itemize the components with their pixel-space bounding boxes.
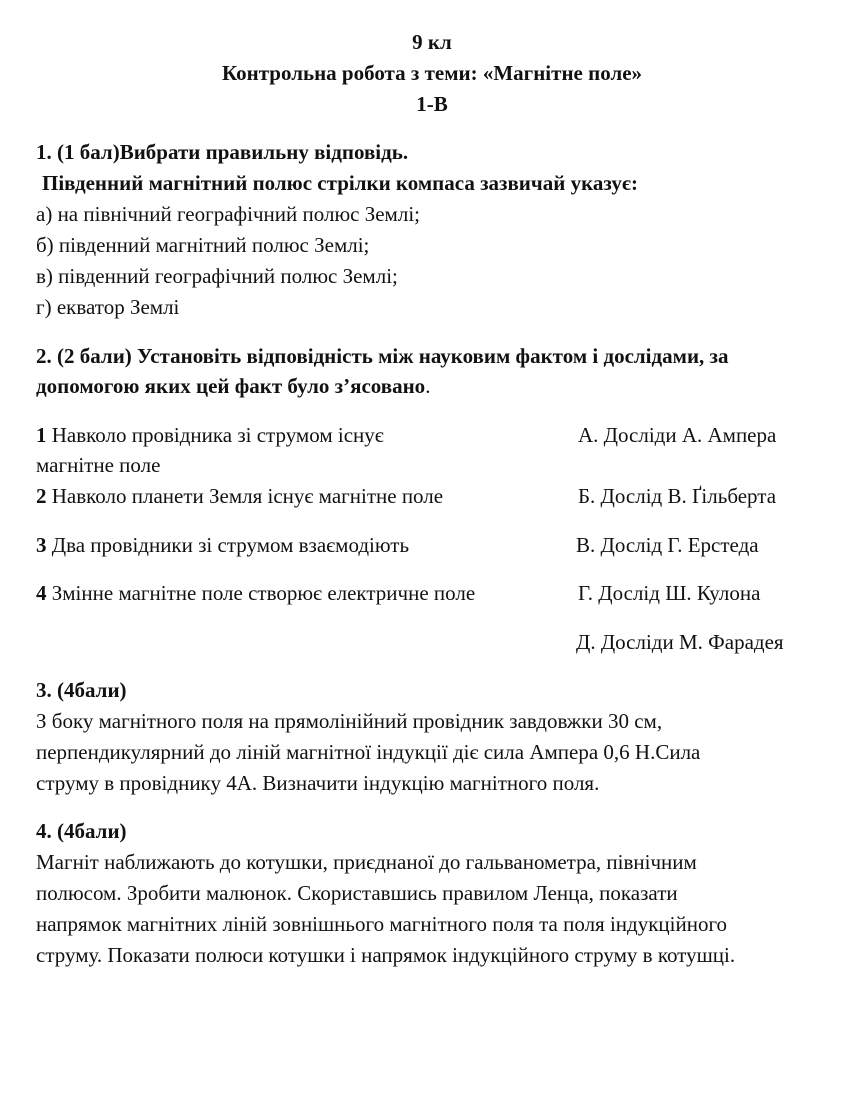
q3-line: струму в провіднику 4А. Визначити індукцію магнітного поля. [36,771,600,795]
fact-3 [36,530,409,560]
q1-option-a: а) на північний географічний полюс Землі; [36,202,420,226]
q3-heading: 3. (4бали) [36,678,127,702]
q1-option-d: г) екватор Землі [36,295,180,319]
q4-line: напрямок магнітних ліній зовнішнього магнітного поля та поля індукційного [36,912,728,936]
fact-text: Навколо планети Земля існує магнітне поле [51,484,444,508]
fact-number: 1 [36,423,47,447]
fact-2 [36,481,443,511]
fact-number: 2 [36,484,47,508]
fact-4 [36,578,475,608]
q1-heading: 1. (1 бал)Вибрати правильну відповідь. [36,140,409,164]
q4-line: полюсом. Зробити малюнок. Скориставшись правилом Ленца, показати [36,881,678,905]
fact-number: 3 [36,533,47,557]
experiment-e: Д. Досліди М. Фарадея [576,630,784,654]
q4-heading: 4. (4бали) [36,819,127,843]
q1-option-c: в) південний географічний полюс Землі; [36,264,398,288]
q1-option-b: б) південний магнітний полюс Землі; [36,233,370,257]
q3-line: перпендикулярний до ліній магнітної індукції діє сила Ампера 0,6 Н.Сила [36,740,701,764]
fact-text: Два провідники зі струмом взаємодіють [51,533,410,557]
experiment-a: А. Досліди А. Ампера [578,423,777,447]
variant-label: 1-В [416,92,448,116]
q3-line: З боку магнітного поля на прямолінійний провідник завдовжки 30 см, [36,709,663,733]
fact-text: Навколо провідника зі струмом існує [51,423,384,447]
q2-heading-line2 [36,373,430,399]
experiment-c: В. Дослід Г. Ерстеда [576,533,759,557]
experiment-b: Б. Дослід В. Ґільберта [578,484,777,508]
fact-number: 4 [36,581,47,605]
fact-1 [36,420,384,450]
test-title: Контрольна робота з теми: «Магнітне поле» [221,61,643,85]
experiment-d: Г. Дослід Ш. Кулона [578,581,761,605]
q4-line: Магніт наближають до котушки, приєднаної до гальванометра, північним [36,850,697,874]
q2-heading-period: . [425,374,431,398]
q4-line: струму. Показати полюси котушки і напрямок індукційного струму в котушці. [36,943,736,967]
fact-text: Змінне магнітне поле створює електричне поле [51,581,476,605]
fact-1-continuation: магнітне поле [36,453,161,477]
q2-heading-line1: 2. (2 бали) Установіть відповідність між науковим фактом і дослідами, за [36,344,729,368]
q1-question: Південний магнітний полюс стрілки компаса зазвичай указує: [42,171,638,195]
q2-heading-text: допомогою яких цей факт було з’ясовано [36,374,426,398]
grade-label: 9 кл [412,30,452,54]
